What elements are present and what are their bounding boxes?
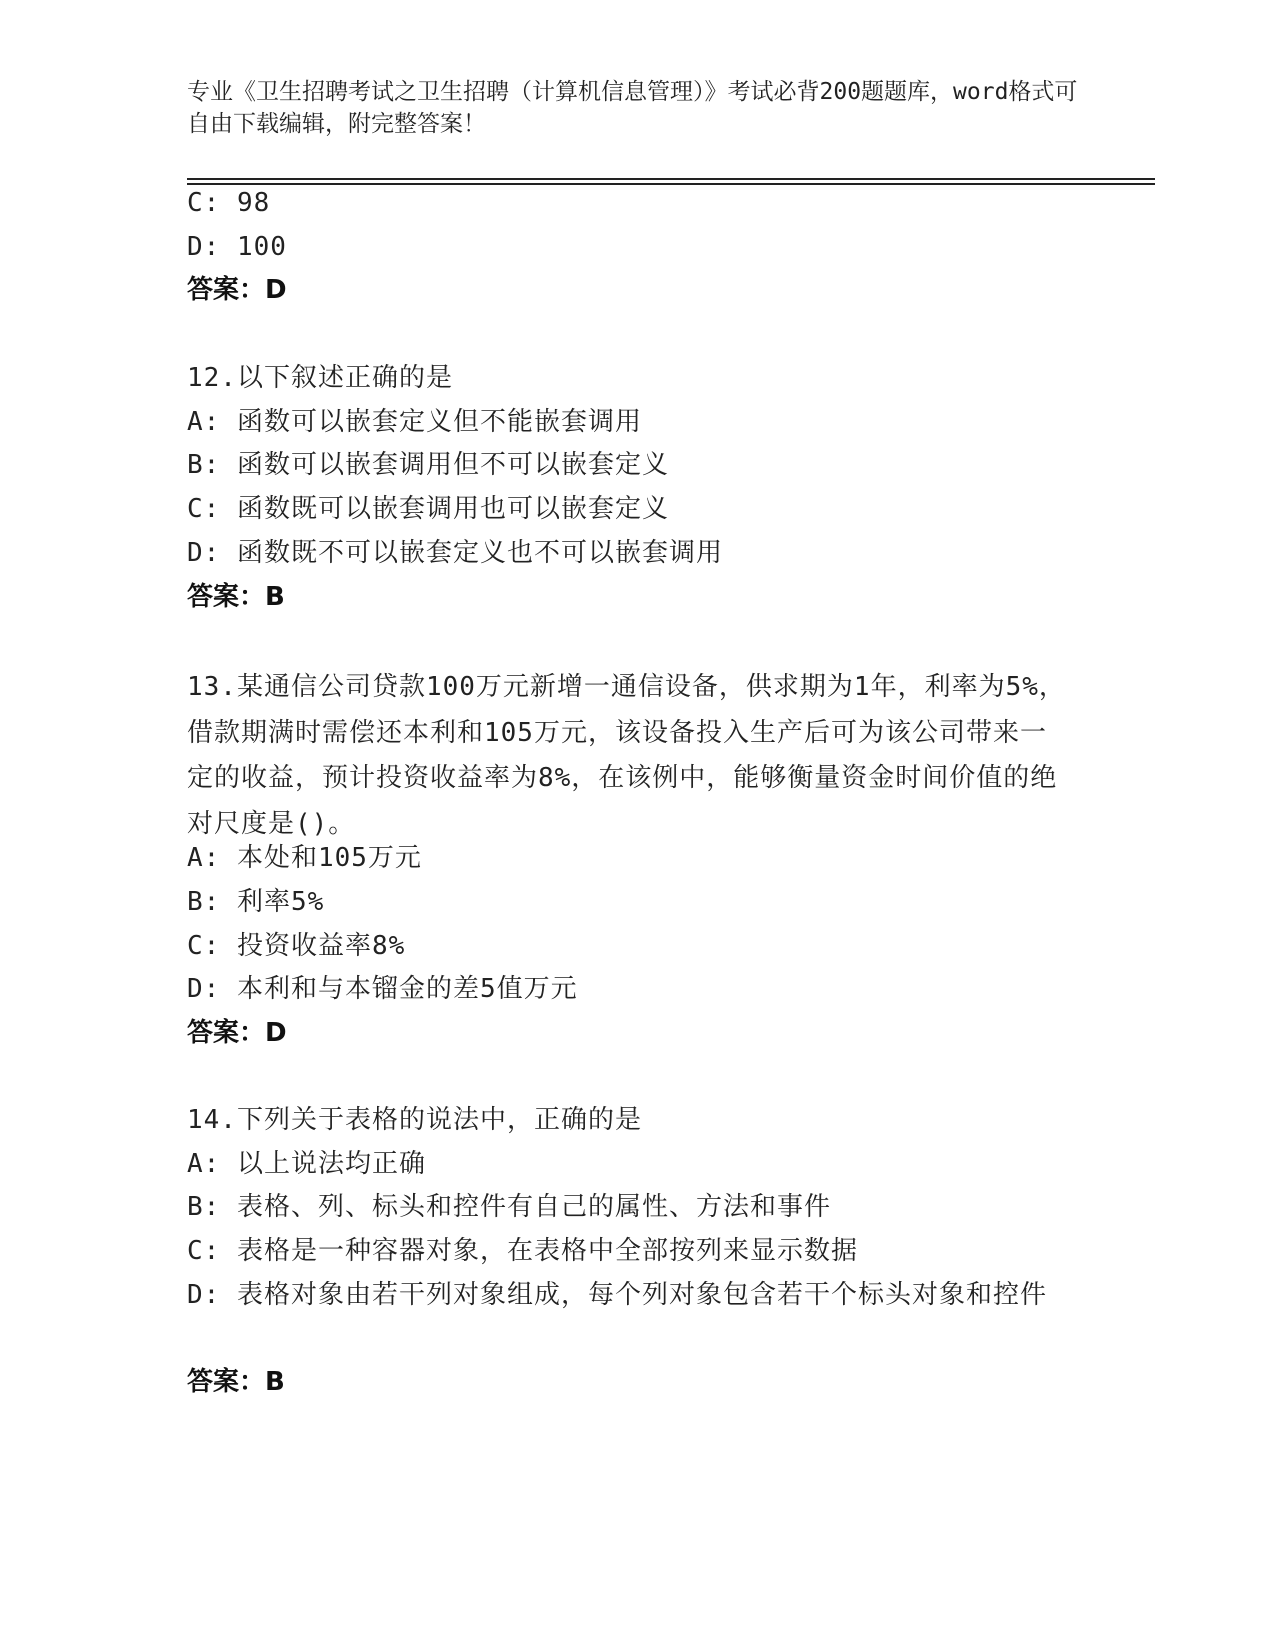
question-13-option-d: D: 本利和与本镏金的差5值万元 [187,974,578,1004]
question-14-answer: 答案：B [187,1367,285,1397]
header-divider-top [187,178,1155,180]
question-14-option-d: D: 表格对象由若干列对象组成，每个列对象包含若干个标头对象和控件 [187,1280,1047,1310]
question-12-stem: 12.以下叙述正确的是 [187,363,453,393]
document-header: 专业《卫生招聘考试之卫生招聘（计算机信息管理）》考试必背200题题库，word格式可自由下载编辑，附完整答案！ [187,79,1078,137]
answer: 答案：D [187,275,287,305]
question-13-answer: 答案：D [187,1018,287,1048]
question-13-option-a: A: 本处和105万元 [187,843,422,873]
question-13-option-c: C: 投资收益率8% [187,931,406,961]
question-14-option-a: A: 以上说法均正确 [187,1149,426,1179]
question-14-stem: 14.下列关于表格的说法中，正确的是 [187,1105,642,1135]
question-13-option-b: B: 利率5% [187,887,325,917]
question-13-stem: 13.某通信公司贷款100万元新增一通信设备，供求期为1年，利率为5%，借款期满时需偿还本利和105万元，该设备投入生产后可为该公司带来一定的收益，预计投资收益率为8%，在该例中，能够衡量资金时间价值的绝对尺度是()。 [187,672,1066,839]
option-c: C: 98 [187,188,271,218]
question-14-option-c: C: 表格是一种容器对象，在表格中全部按列来显示数据 [187,1236,858,1266]
question-12-answer: 答案：B [187,582,285,612]
question-12-option-a: A: 函数可以嵌套定义但不能嵌套调用 [187,407,642,437]
question-14-option-b: B: 表格、列、标头和控件有自己的属性、方法和事件 [187,1192,831,1222]
option-d: D: 100 [187,232,287,262]
question-12-option-c: C: 函数既可以嵌套调用也可以嵌套定义 [187,494,669,524]
question-12-option-b: B: 函数可以嵌套调用但不可以嵌套定义 [187,450,669,480]
question-12-option-d: D: 函数既不可以嵌套定义也不可以嵌套调用 [187,538,723,568]
header-divider-bottom [187,183,1155,185]
